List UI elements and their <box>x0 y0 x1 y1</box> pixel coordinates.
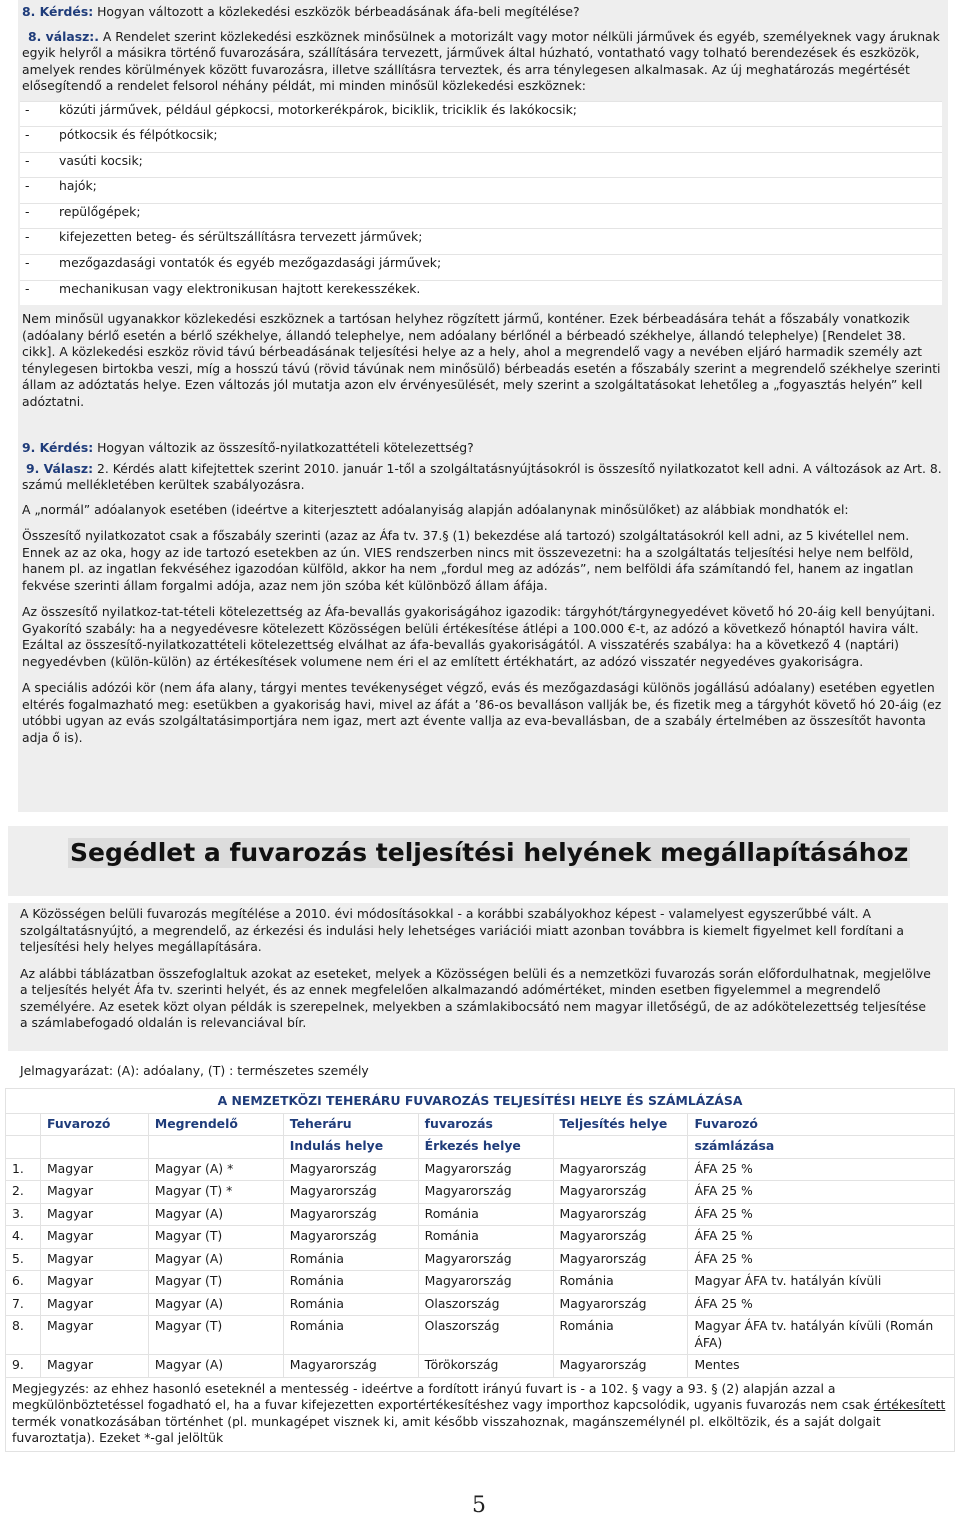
table-cell: Magyar (T) * <box>148 1181 283 1204</box>
table-cell: Magyar <box>40 1181 148 1204</box>
table-title-row <box>6 1089 955 1114</box>
table-cell: Románia <box>418 1203 553 1226</box>
table-cell: Magyar ÁFA tv. hatályán kívüli <box>688 1271 955 1294</box>
table-cell: Románia <box>553 1316 688 1355</box>
question-9: 9. Kérdés: Hogyan változik az összesítő-nyilatkozattételi kötelezettség? <box>22 440 474 456</box>
col-header: Teheráru <box>283 1113 418 1136</box>
col-header: Érkezés helye <box>418 1136 553 1159</box>
table-cell: 2. <box>6 1181 41 1204</box>
table-note-row <box>6 1377 955 1451</box>
table-cell: Magyar (A) <box>148 1203 283 1226</box>
heading-banner <box>8 826 948 896</box>
table-cell: Magyar <box>40 1226 148 1249</box>
table-cell: Magyar ÁFA tv. hatályán kívüli (Román ÁFA) <box>688 1316 955 1355</box>
table-cell: Magyarország <box>283 1158 418 1181</box>
page-number: 5 <box>472 1493 486 1518</box>
table-row <box>6 1158 955 1181</box>
table-cell: Magyarország <box>283 1355 418 1378</box>
table-cell: Olaszország <box>418 1316 553 1355</box>
table-header-row <box>6 1136 955 1159</box>
table-cell: Magyarország <box>283 1226 418 1249</box>
table-cell: Magyar <box>40 1203 148 1226</box>
table-cell: 9. <box>6 1355 41 1378</box>
col-header: számlázása <box>688 1136 955 1159</box>
col-header: Fuvarozó <box>688 1113 955 1136</box>
col-header: Fuvarozó <box>40 1113 148 1136</box>
table-cell: ÁFA 25 % <box>688 1158 955 1181</box>
table-cell: ÁFA 25 % <box>688 1226 955 1249</box>
table-cell: Magyar (T) <box>148 1316 283 1355</box>
intro-p2: Az alábbi táblázatban összefoglaltuk azokat az eseteket, melyek a Közösségen belüli és a nemzetközi fuvarozás során előfordulhatnak, megjelölve a teljesítés helyét Áfa tv. szerinti helyét, és az ennek megfelelően alkalmazandó adómértéket, minden esetben figyelemmel a megrendelő személyére. Az esetek közt olyan példák is szerepelnek, melyekben a számlakibocsátó nem magyar illetőségű, de az adókötelezettség teljesítése a számlabefogadó oldalán is relevanciával bír. <box>20 965 931 1030</box>
table-cell: Magyar (A) <box>148 1293 283 1316</box>
table-cell: Magyar (T) <box>148 1226 283 1249</box>
qa-section <box>18 0 948 812</box>
answer-9-p5: A speciális adózói kör (nem áfa alany, tárgyi mentes tevékenységet végző, evás és mezőgazdasági különös jogállású adóalany) esetében egyetlen eltérés fogalmazható meg: esetükben a gyakoriság havi, mivel az áfát a ’86-os bevalláson vallják be, és fizetik meg a tárgyhót követő hó 20-áig (ez utóbbi ugyan az evás szolgáltatásimportjára nem igaz, mert azt évente vallja az eva-bevallásban, de a szabály értelmében az összesítőt havonta adja ő is). <box>22 680 942 745</box>
vehicle-list <box>22 101 942 306</box>
table-cell: Magyar <box>40 1271 148 1294</box>
table-cell: Magyar <box>40 1316 148 1355</box>
table-note: Megjegyzés: az ehhez hasonló eseteknél a mentesség - ideértve a fordított irányú fuvart is - a 102. § vagy a 93. § (2) alapján azzal a megkülönböztetéssel fogadható el, ha a fuvar kifejezetten exportértékesítéshez vagy importhoz kapcsolódik, ugyanis fuvarozás nem csak értékesített termék vonatkozásában történhet (pl. munkagépet visznek ki, amit később visszahoznak, magánszemélynél pl. elköltözik, és a saját dolgait fuvaroztatja). Ezeket *-gal jelöltük <box>6 1377 955 1451</box>
table-cell: Magyarország <box>418 1181 553 1204</box>
table-cell: Magyar (T) <box>148 1271 283 1294</box>
table-cell: Románia <box>283 1248 418 1271</box>
table-cell: Magyar (A) <box>148 1355 283 1378</box>
table-cell: Magyar (A) <box>148 1248 283 1271</box>
col-header: Teljesítés helye <box>553 1113 688 1136</box>
table-cell: 5. <box>6 1248 41 1271</box>
answer-8-after: Nem minősül ugyanakkor közlekedési eszköznek a tartósan helyhez rögzített jármű, konténer. Ezek bérbeadására tehát a főszabály vonatkozik (adóalany bérlő esetén a bérlő székhelye, állandó telephelye, nem adóalany bérlőnél a bérbeadó székhelye, állandó telephelye) [Rendelet 38. cikk]. A közlekedési eszköz rövid távú bérbeadásának teljesítési helye az a hely, ahol a megrendelő vagy a nevében eljáró harmadik személy azt ténylegesen birtokba veszi, míg a hosszú távú (rövid távúnak nem minősülő) bérbeadás esetén a főszabály szerint a megrendelő székhelye szerinti állam az adóztatás helye. Ezen változás jól mutatja azon elv érvényesülését, mely szerint a szolgáltatásokat lehetőleg a „fogyasztás helyén” kell adóztatni. <box>22 311 941 409</box>
col-header: Indulás helye <box>283 1136 418 1159</box>
answer-8: 8. válasz:. A Rendelet szerint közlekedési eszköznek minősülnek a motorizált vagy motor nélküli járművek és egyéb, személyeknek vagy áruknak egyik helyről a másikra történő fuvarozására, szállítására tervezett, járművek által húzható, vontatható vagy tolható berendezések és eszközök, amelyek rendes körülmények között fuvarozásra, illetve szállításra terveztek, és arra ténylegesen alkalmasak. Az új meghatározás megértését elősegítendő a rendelet felsorol néhány példát, mi minden minősül közlekedési eszköznek: <box>22 28 940 93</box>
list-item: - hajók; <box>20 177 942 203</box>
table-cell: Románia <box>283 1293 418 1316</box>
table-cell: ÁFA 25 % <box>688 1293 955 1316</box>
table-row <box>6 1203 955 1226</box>
list-item: - pótkocsik és félpótkocsik; <box>20 126 942 152</box>
table-cell: Magyar <box>40 1355 148 1378</box>
intro-section <box>8 903 948 1051</box>
answer-9-p4: Az összesítő nyilatkoz-tat-tételi kötelezettség az Áfa-bevallás gyakoriságához igazodik: tárgyhót/tárgynegyedévet követő hó 20-áig kell benyújtani. Gyakorító szabály: ha a negyedévesre kötelezett Közösségen belüli értékesítése átlépi a 100.000 €-t, az adózó a következő hónaptól havira vált. Ezáltal az összesítő-nyilatkozattételi kötelezettség elválhat az áfa-bevallás gyakoriságától. A visszatérés szabálya: ha a következő 4 (naptári) negyedévben (külön-külön) az értékesítések volumene nem éri el az említett értékhatárt, az adózó visszatér negyedéves gyakoriságra. <box>22 604 936 669</box>
table-row <box>6 1316 955 1355</box>
table-header-row <box>6 1113 955 1136</box>
list-item: - mechanikusan vagy elektronikusan hajtott kerekesszékek. <box>20 280 942 306</box>
table-cell: Magyar <box>40 1248 148 1271</box>
intro-p1: A Közösségen belüli fuvarozás megítélése a 2010. évi módosításokkal - a korábbi szabályokhoz képest - valamelyest egyszerűbbé vált. A szolgáltatásnyújtó, a megrendelő, az érkezési és indulási hely lehetséges variációi miatt azonban továbbra is kiemelt figyelmet kell fordítani a teljesítési hely helyes megállapítására. <box>20 906 905 954</box>
table-cell: Románia <box>553 1271 688 1294</box>
table-cell: Románia <box>418 1226 553 1249</box>
table-body <box>6 1158 955 1377</box>
answer-9-p1: 9. Válasz: 2. Kérdés alatt kifejtettek szerint 2010. január 1-től a szolgáltatásnyújtásokról is összesítő nyilatkozatot kell adni. A változások az Art. 8. számú mellékletében kerültek szabályozásra. <box>22 460 942 493</box>
table-cell: Olaszország <box>418 1293 553 1316</box>
table-row <box>6 1181 955 1204</box>
table-cell: ÁFA 25 % <box>688 1181 955 1204</box>
table-cell: Magyarország <box>553 1158 688 1181</box>
table-cell: Románia <box>283 1316 418 1355</box>
table-cell: Magyar <box>40 1158 148 1181</box>
table-row <box>6 1355 955 1378</box>
table-cell: Magyarország <box>553 1248 688 1271</box>
table-cell: ÁFA 25 % <box>688 1203 955 1226</box>
table-cell: Románia <box>283 1271 418 1294</box>
table-cell: 8. <box>6 1316 41 1355</box>
list-item: - közúti járművek, például gépkocsi, motorkerékpárok, biciklik, triciklik és lakókocsik; <box>20 101 942 127</box>
table-cell: 6. <box>6 1271 41 1294</box>
table-row <box>6 1293 955 1316</box>
table-cell: Magyarország <box>553 1226 688 1249</box>
list-item: - vasúti kocsik; <box>20 152 942 178</box>
table-cell: Magyarország <box>418 1158 553 1181</box>
transport-table <box>5 1088 955 1452</box>
legend: Jelmagyarázat: (A): adóalany, (T) : természetes személy <box>20 1063 369 1078</box>
table-cell: Magyarország <box>283 1181 418 1204</box>
table-title: A NEMZETKÖZI TEHERÁRU FUVAROZÁS TELJESÍTÉSI HELYE ÉS SZÁMLÁZÁSA <box>6 1089 955 1114</box>
list-item: - kifejezetten beteg- és sérültszállításra tervezett járművek; <box>20 228 942 254</box>
table-cell: Magyar (A) * <box>148 1158 283 1181</box>
table-row <box>6 1248 955 1271</box>
table-cell: Törökország <box>418 1355 553 1378</box>
table-cell: Magyarország <box>283 1203 418 1226</box>
table-row <box>6 1226 955 1249</box>
table-cell: Magyarország <box>553 1181 688 1204</box>
table-cell: Magyarország <box>553 1355 688 1378</box>
answer-9-p2: A „normál” adóalanyok esetében (ideértve a kiterjesztett adóalanyiság alapján adóalanynak minősülőket) az alábbiak mondhatók el: <box>22 501 849 517</box>
table-row <box>6 1271 955 1294</box>
question-8: 8. Kérdés: Hogyan változott a közlekedési eszközök bérbeadásának áfa-beli megítélése? <box>22 4 580 19</box>
table-cell: 3. <box>6 1203 41 1226</box>
table-cell: Magyarország <box>418 1248 553 1271</box>
table-cell: 7. <box>6 1293 41 1316</box>
table-cell: Magyarország <box>418 1271 553 1294</box>
table-cell: Magyar <box>40 1293 148 1316</box>
page-title: Segédlet a fuvarozás teljesítési helyének megállapításához <box>70 838 909 867</box>
answer-9-p3: Összesítő nyilatkozatot csak a főszabály szerinti (azaz az Áfa tv. 37.§ (1) bekezdése alá tartozó) szolgáltatásokról kell adni, az 5 kivétellel nem. Ennek az az oka, hogy az ide tartozó esetekben az ún. VIES rendszerben nincs mit összevezetni: ha a szolgáltatás teljesítési helye nem belföld, hanem pl. az ingatlan fekvéséhez igazodóan külföld, akkor ha nem „fordul meg az adózás”, nem belföldi áfa számítandó fel, hanem az ingatlan fekvése szerinti állam forgalmi adója, azaz nem jön szóba két különböző állam áfája. <box>22 528 914 593</box>
table-cell: 1. <box>6 1158 41 1181</box>
list-item: - repülőgépek; <box>20 203 942 229</box>
col-header: fuvarozás <box>418 1113 553 1136</box>
list-item: - mezőgazdasági vontatók és egyéb mezőgazdasági járművek; <box>20 254 942 280</box>
col-header: Megrendelő <box>148 1113 283 1136</box>
table-cell: Magyarország <box>553 1293 688 1316</box>
table-cell: Mentes <box>688 1355 955 1378</box>
table-cell: 4. <box>6 1226 41 1249</box>
table-cell: ÁFA 25 % <box>688 1248 955 1271</box>
table-cell: Magyarország <box>553 1203 688 1226</box>
